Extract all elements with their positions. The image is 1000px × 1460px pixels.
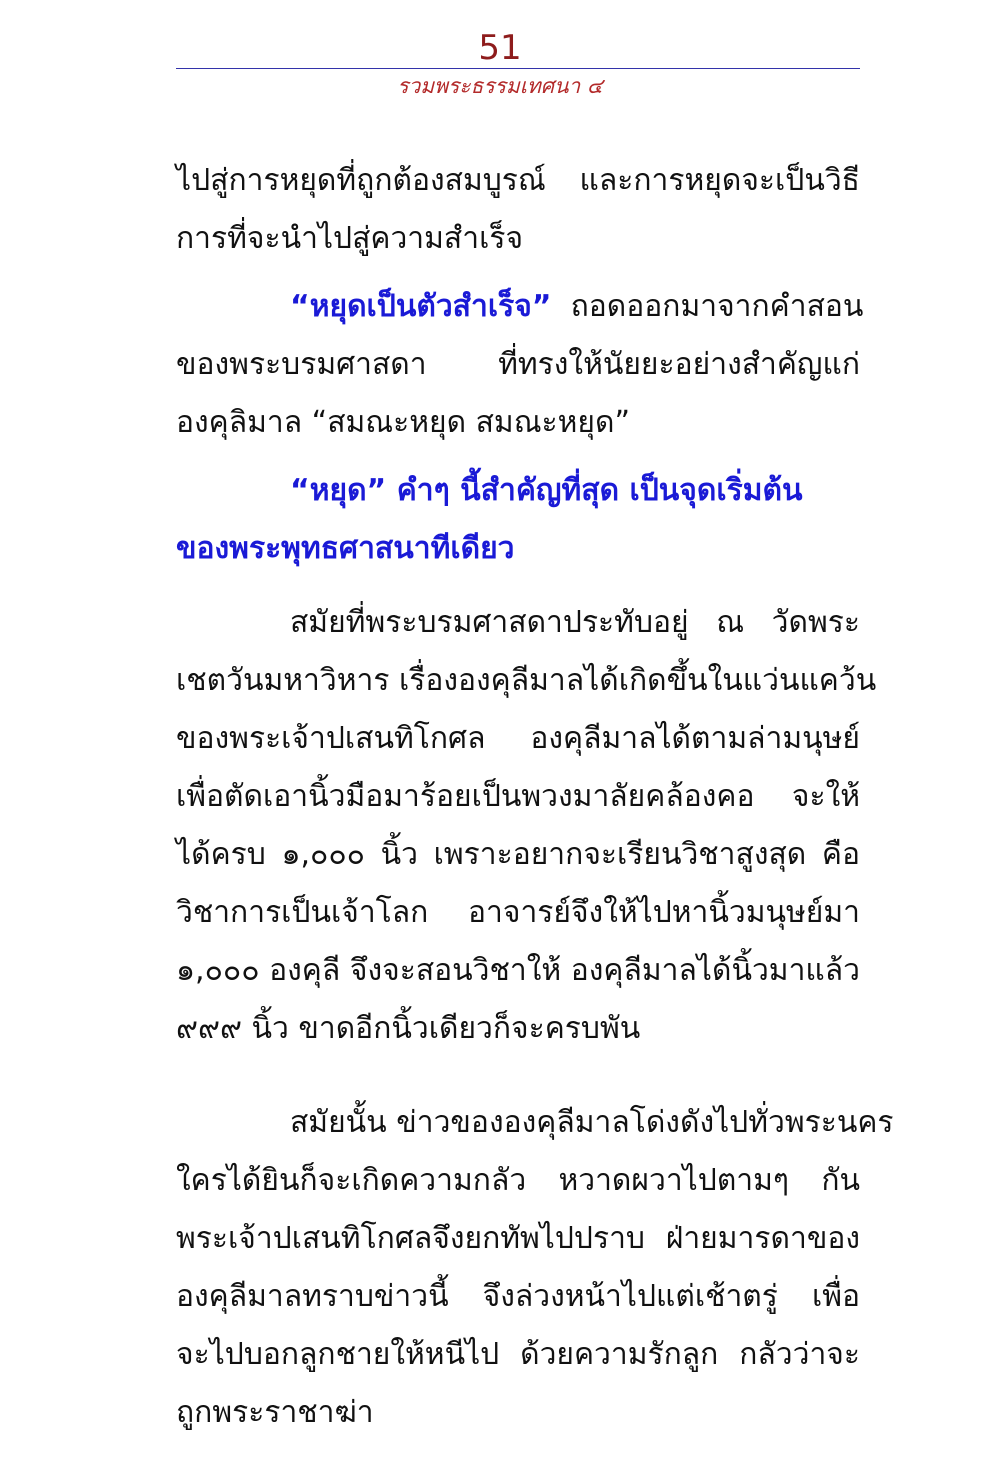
text-line: พระเจ้าปเสนทิโกศลจึงยกทัพไปปราบ ฝ่ายมารดาของ <box>176 1221 860 1256</box>
text-line: ใครได้ยินก็จะเกิดความกลัว หวาดผวาไปตามๆ กัน <box>176 1163 860 1198</box>
paragraph-5 <box>176 1094 894 1442</box>
text-line: สมัยนั้น ข่าวขององคุลีมาลโด่งดังไปทั่วพระนคร <box>290 1105 894 1140</box>
text-line: องคุลิมาล “สมณะหยุด สมณะหยุด” <box>176 405 631 440</box>
emphasized-line: ของพระพุทธศาสนาทีเดียว <box>176 531 515 566</box>
text-line: เชตวันมหาวิหาร เรื่ององคุลีมาลได้เกิดขึ้นในแว่นแคว้น <box>176 663 877 698</box>
text-line: วิชาการเป็นเจ้าโลก อาจารย์จึงให้ไปหานิ้วมนุษย์มา <box>176 895 860 930</box>
text-line: เพื่อตัดเอานิ้วมือมาร้อยเป็นพวงมาลัยคล้องคอ จะให้ <box>176 779 860 814</box>
text-line: ของพระบรมศาสดา ที่ทรงให้นัยยะอย่างสำคัญแก่ <box>176 347 860 382</box>
text-line: จะไปบอกลูกชายให้หนีไป ด้วยความรักลูก กลัวว่าจะ <box>176 1337 860 1372</box>
text-line: ๑,๐๐๐ องคุลี จึงจะสอนวิชาให้ องคุลีมาลได้นิ้วมาแล้ว <box>176 953 860 988</box>
paragraph-2 <box>176 278 864 452</box>
page-number: 51 <box>478 28 522 68</box>
text-line: สมัยที่พระบรมศาสดาประทับอยู่ ณ วัดพระ <box>290 605 860 640</box>
paragraph-1 <box>176 152 860 268</box>
text-line: องคุลีมาลทราบข่าวนี้ จึงล่วงหน้าไปแต่เช้าตรู่ เพื่อ <box>176 1279 860 1314</box>
text-line: ๙๙๙ นิ้ว ขาดอีกนิ้วเดียวก็จะครบพัน <box>176 1011 641 1046</box>
emphasized-quote: “หยุดเป็นตัวสำเร็จ” <box>290 289 552 324</box>
running-title: รวมพระธรรมเทศนา ๔ <box>397 74 603 98</box>
emphasized-line: “หยุด” คำๆ นี้สำคัญที่สุด เป็นจุดเริ่มต้น <box>290 473 803 508</box>
page-body <box>176 152 894 1442</box>
text-line: ของพระเจ้าปเสนทิโกศล องคุลีมาลได้ตามล่ามนุษย์ <box>176 721 860 756</box>
text-line: ไปสู่การหยุดที่ถูกต้องสมบูรณ์ และการหยุดจะเป็นวิธี <box>176 163 860 198</box>
text-line: การที่จะนำไปสู่ความสำเร็จ <box>176 221 524 256</box>
text-line: ถูกพระราชาฆ่า <box>176 1395 374 1430</box>
header-divider <box>176 68 860 69</box>
text-span: ถอดออกมาจากคำสอน <box>570 289 864 324</box>
paragraph-4 <box>176 594 877 1058</box>
text-line: ได้ครบ ๑,๐๐๐ นิ้ว เพราะอยากจะเรียนวิชาสูงสุด คือ <box>176 837 860 872</box>
text-line <box>176 278 864 336</box>
paragraph-3-emphasis <box>176 462 860 578</box>
page-header <box>0 0 1000 110</box>
